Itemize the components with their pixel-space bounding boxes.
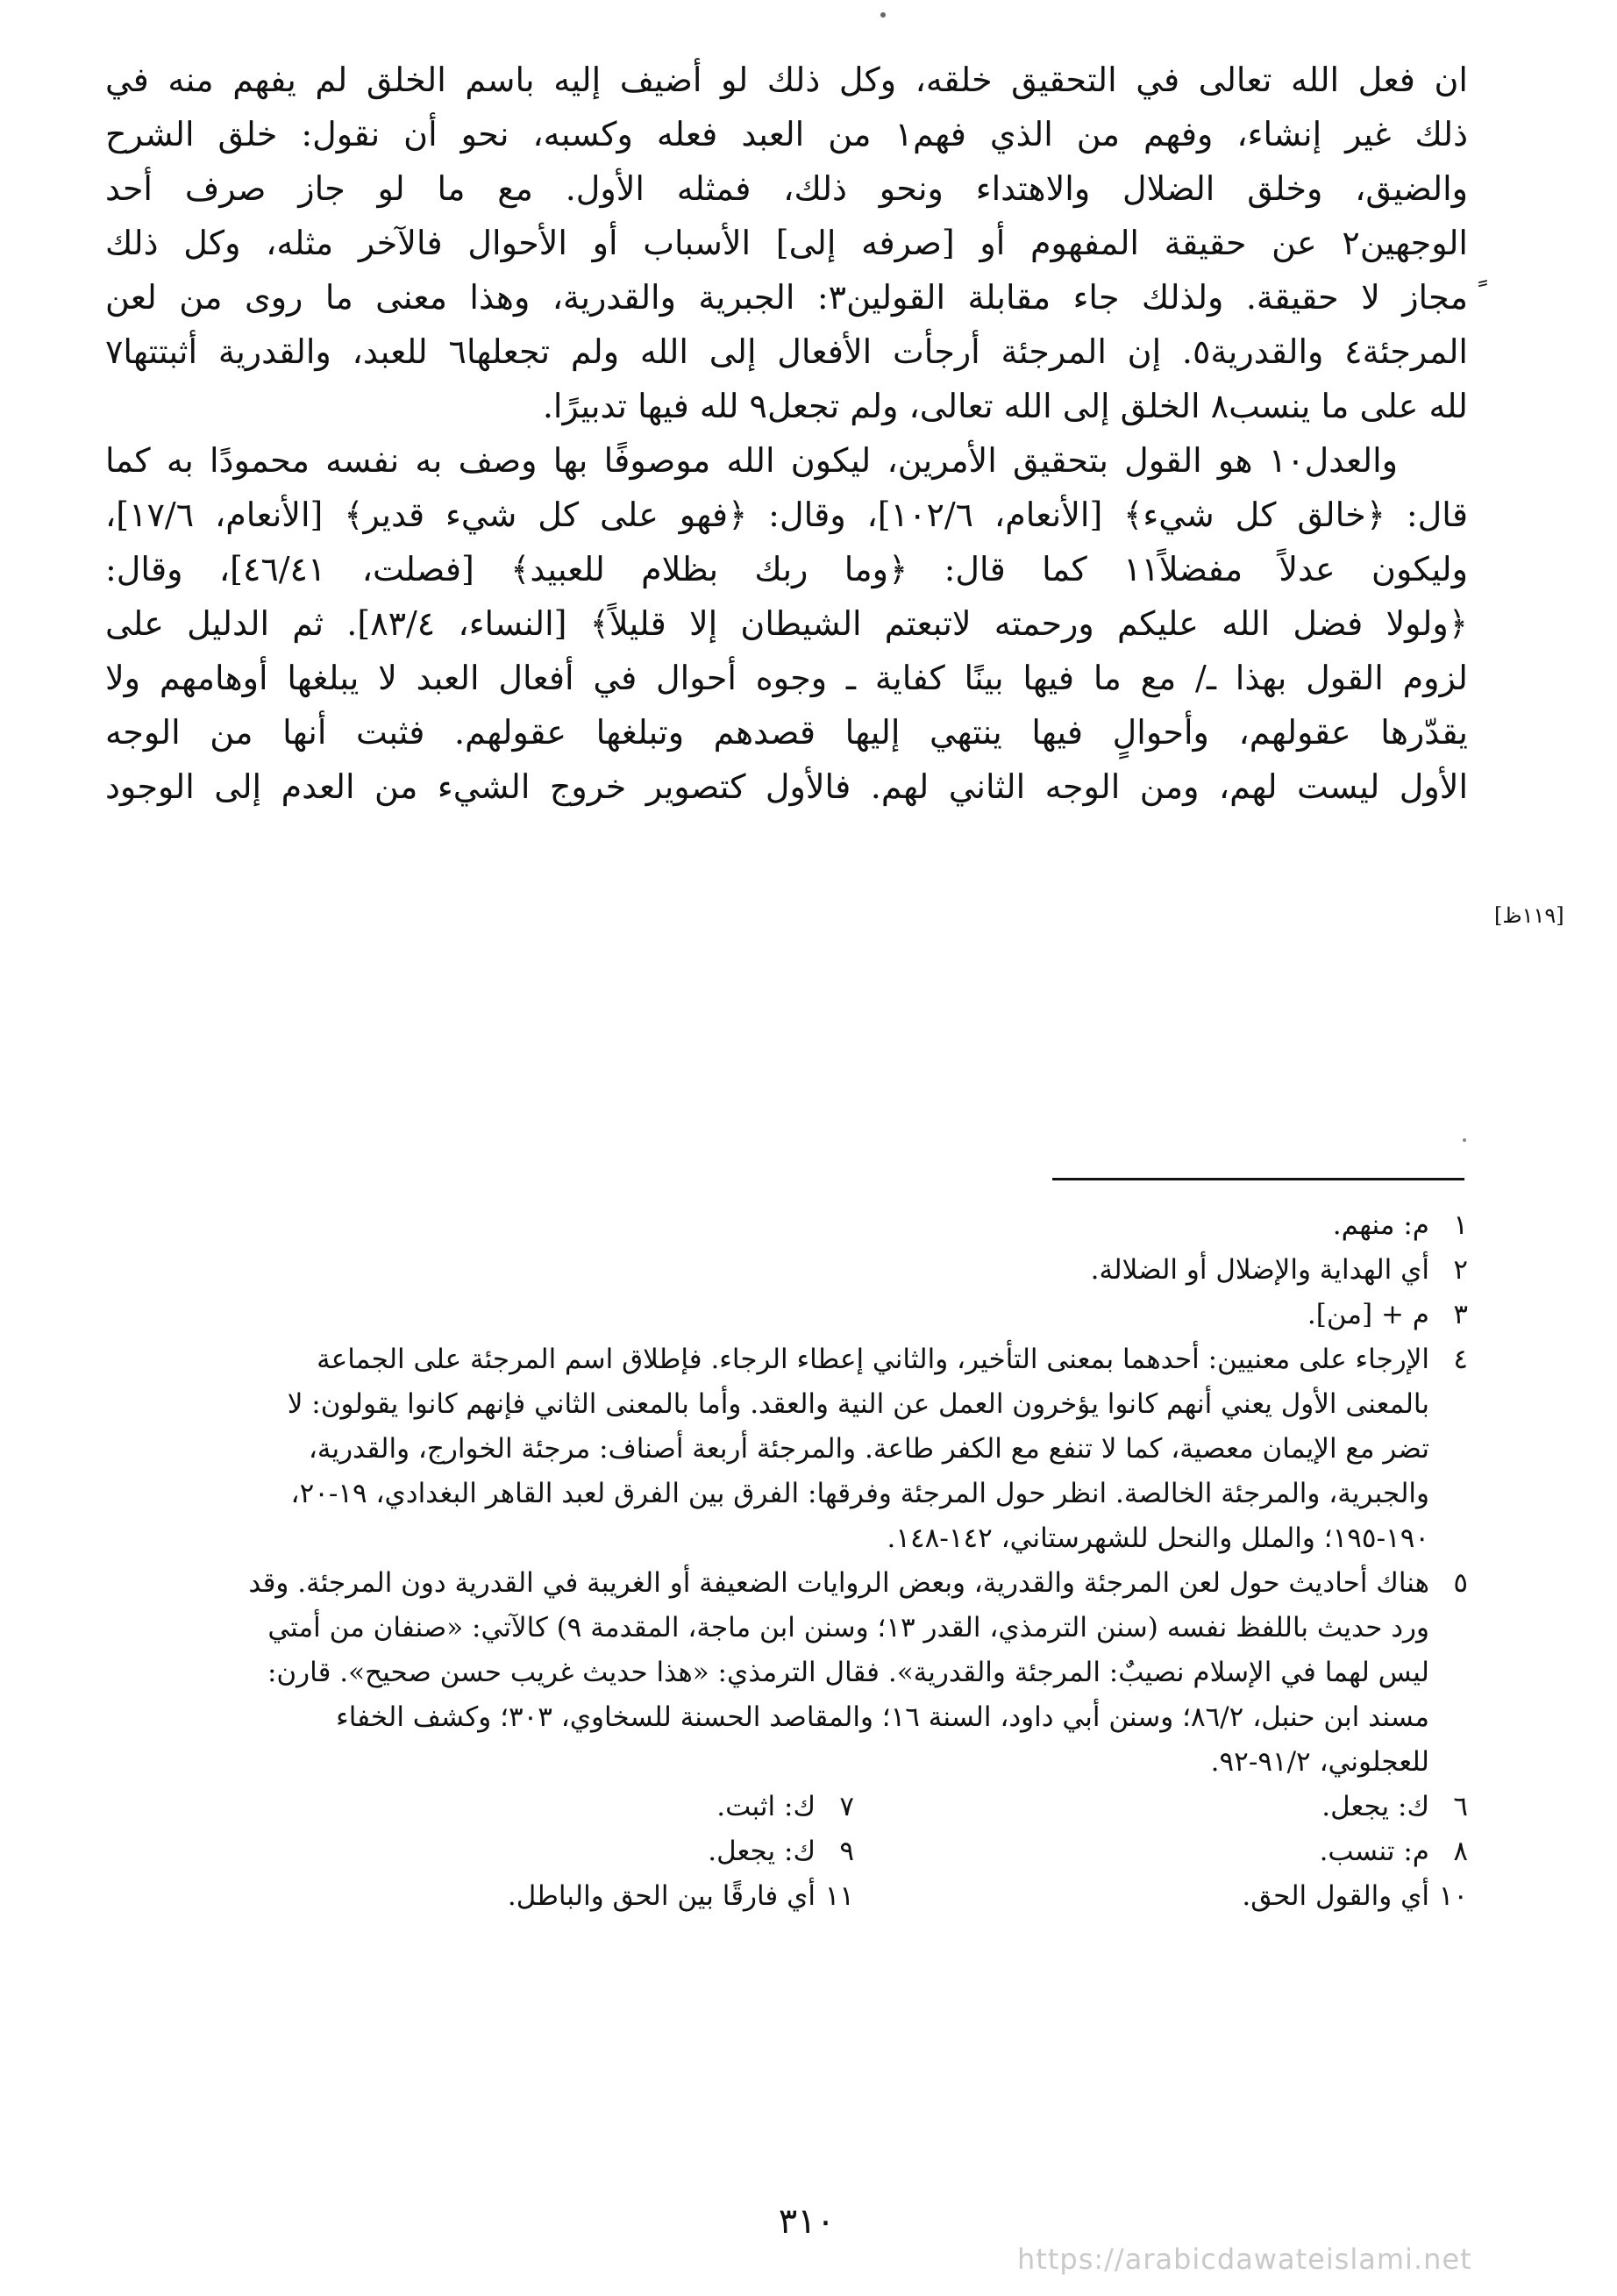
footnote-pair: [105, 1874, 1468, 1919]
footnote: [240, 1874, 854, 1919]
text-line: يقدّرها عقولهم، وأحوالٍ فيها ينتهي إليها قصدهم وتبلغها عقولهم. فثبت أنها من الوجه: [105, 713, 1468, 752]
footnote-line: هناك أحاديث حول لعن المرجئة والقدرية، وبعض الروايات الضعيفة أو الغريبة في القدرية دون المرجئة. وقد: [248, 1567, 1429, 1599]
text-line: الأول ليست لهم، ومن الوجه الثاني لهم. فالأول كتصوير خروج الشيء من العدم إلى الوجود: [105, 767, 1468, 806]
footnote-text: ك: يجعل.: [1321, 1791, 1429, 1822]
footnote-number: ٤: [1453, 1344, 1468, 1375]
footnote-line: ١٩٠-١٩٥؛ والملل والنحل للشهرستاني، ١٤٢-١٤٨.: [887, 1522, 1429, 1554]
manuscript-folio-note: [١١٩ظ]: [1494, 903, 1564, 928]
footnote-text: أي الهداية والإضلال أو الضلالة.: [1090, 1254, 1429, 1286]
footnote-text: [105, 1561, 1429, 1785]
footnote-text: أي فارقًا بين الحق والباطل.: [507, 1880, 816, 1912]
footnote-text: م + [من].: [1307, 1299, 1429, 1330]
footnote-line: للعجلوني، ٩١/٢-٩٢.: [1210, 1746, 1429, 1778]
footnote-number: ١٠: [1438, 1880, 1468, 1912]
footnote-text: [105, 1337, 1429, 1561]
footnote-text: م: تنسب.: [1319, 1836, 1429, 1867]
text-line: قال: ﴿خالق كل شيء﴾ [الأنعام، ١٠٢/٦]، وقال: ﴿فهو على كل شيء قدير﴾ [الأنعام، ١٧/٦]،: [105, 496, 1468, 534]
text-line: لله على ما ينسب٨ الخلق إلى الله تعالى، ولم تجعل٩ لله فيها تدبيرًا.: [542, 387, 1468, 425]
footnote-number: ٢: [1453, 1254, 1468, 1286]
footnote-text: ك: اثبت.: [716, 1791, 816, 1822]
page-number: ٣١٠: [778, 2201, 836, 2242]
footnote-pair: [105, 1829, 1468, 1874]
footnote-line: الإرجاء على معنيين: أحدهما بمعنى التأخير، والثاني إعطاء الرجاء. فإطلاق اسم المرجئة على الجماعة: [317, 1344, 1429, 1375]
footnote-number: ٣: [1453, 1299, 1468, 1330]
footnote-number: ١: [1453, 1209, 1468, 1241]
scan-dot: [880, 12, 886, 18]
footnote-line: والجبرية، والمرجئة الخالصة. انظر حول المرجئة وفرقها: الفرق بين الفرق لعبد القاهر البغدادي، ١٩-٢٠،: [290, 1478, 1429, 1509]
watermark-url: https://arabicdawateislami.net: [1017, 2243, 1472, 2276]
footnote: [854, 1785, 1468, 1829]
footnote-number: ٥: [1453, 1567, 1468, 1599]
footnote-line: مسند ابن حنبل، ٨٦/٢؛ وسنن أبي داود، السنة ١٦؛ والمقاصد الحسنة للسخاوي، ٣٠٣؛ وكشف الخفاء: [336, 1701, 1429, 1733]
footnote-line: تضر مع الإيمان معصية، كما لا تنفع مع الكفر طاعة. والمرجئة أربعة أصناف: مرجئة الخوارج، والقدرية،: [308, 1433, 1429, 1465]
footnote-number: ٩: [839, 1836, 854, 1867]
footnote-line: ورد حديث باللفظ نفسه (سنن الترمذي، القدر ١٣؛ وسنن ابن ماجة، المقدمة ٩) كالآتي: «صنفان من أمتي: [267, 1612, 1429, 1644]
footnote-text: أي والقول الحق.: [1242, 1880, 1429, 1912]
footnote-line: ليس لهما في الإسلام نصيبٌ: المرجئة والقدرية». فقال الترمذي: «هذا حديث غريب حسن صحيح». قارن:: [267, 1657, 1429, 1688]
footnote: [105, 1248, 1468, 1293]
scan-dot: [1463, 1138, 1466, 1142]
footnotes: [105, 1203, 1468, 1919]
footnote: [105, 1337, 1468, 1561]
main-text: [105, 53, 1468, 814]
footnote-text: م: منهم.: [1332, 1209, 1429, 1241]
text-line: ﴿ولولا فضل الله عليكم ورحمته لاتبعتم الشيطان إلا قليلاً﴾ [النساء، ٨٣/٤]. ثم الدليل على: [105, 604, 1468, 643]
footnote: [240, 1829, 854, 1874]
text-line: ان فعل الله تعالى في التحقيق خلقه، وكل ذلك لو أضيف إليه باسم الخلق لم يفهم منه في: [105, 61, 1468, 99]
footnote: [854, 1829, 1468, 1874]
footnote-number: ٨: [1453, 1836, 1468, 1867]
footnote: [854, 1874, 1468, 1919]
text-line: الوجهين٢ عن حقيقة المفهوم أو [صرفه إلى] الأسباب أو الأحوال فالآخر مثله، وكل ذلك: [105, 224, 1468, 262]
footnote-separator: [1052, 1178, 1464, 1180]
footnote-number: ١١: [824, 1880, 854, 1912]
text-line: والعدل١٠ هو القول بتحقيق الأمرين، ليكون الله موصوفًا بها وصف به نفسه محمودًا به كما: [105, 441, 1398, 480]
text-line: لزوم القول بهذا ـ/ مع ما فيها بينًا كفاية ـ وجوه أحوال في أفعال العبد لا يبلغها أوهامهم ولا: [105, 659, 1468, 697]
footnote: [105, 1203, 1468, 1248]
text-line: مجاز لا حقيقة. ولذلك جاء مقابلة القولين٣: الجبرية والقدرية، وهذا معنى ما روى من لعن: [105, 278, 1468, 317]
text-line: المرجئة٤ والقدرية٥. إن المرجئة أرجأت الأفعال إلى الله ولم تجعلها٦ للعبد، والقدرية أثبتتها٧: [105, 332, 1468, 371]
text-line: والضيق، وخلق الضلال والاهتداء ونحو ذلك، فمثله الأول. مع ما لو جاز صرف أحد: [105, 169, 1468, 208]
footnote-pair: [105, 1785, 1468, 1829]
footnote-number: ٦: [1453, 1791, 1468, 1822]
footnote-line: بالمعنى الأول يعني أنهم كانوا يؤخرون العمل عن النية والعقد. وأما بالمعنى الثاني فإنهم كانوا يقولون: لا: [287, 1388, 1429, 1420]
footnote: [105, 1293, 1468, 1337]
footnote-text: ك: يجعل.: [708, 1836, 816, 1867]
margin-hook-mark: ﹴ: [1478, 253, 1487, 288]
text-line: وليكون عدلاً مفضلاً١١ كما قال: ﴿وما ربك بظلام للعبيد﴾ [فصلت، ٤٦/٤١]، وقال:: [105, 550, 1468, 588]
text-line: ذلك غير إنشاء، وفهم من الذي فهم١ من العبد فعله وكسبه، نحو أن نقول: خلق الشرح: [105, 115, 1468, 153]
footnote: [105, 1561, 1468, 1785]
footnote-number: ٧: [839, 1791, 854, 1822]
paired-footnotes: [105, 1785, 1468, 1919]
footnote: [240, 1785, 854, 1829]
